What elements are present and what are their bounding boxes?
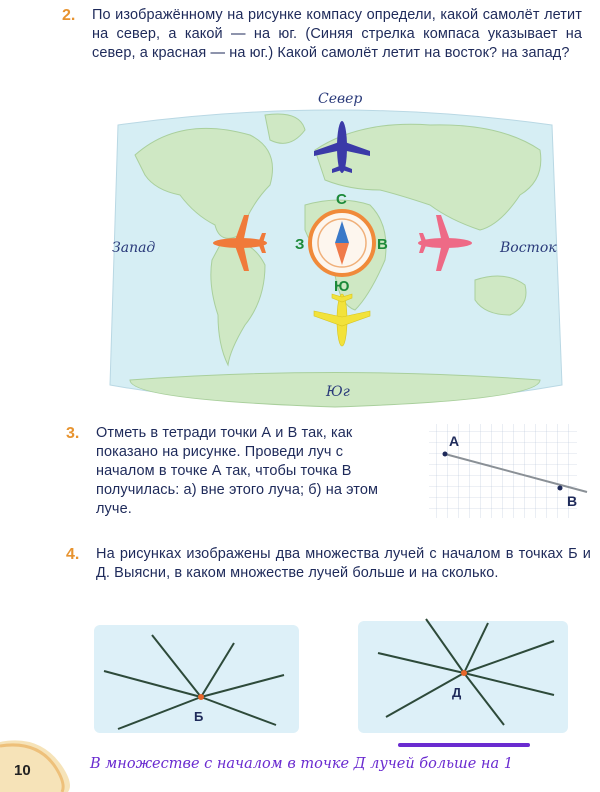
task-3-text: Отметь в тетради точки А и В так, как показано на рисунке. Проведи луч с началом в точке А так, чтобы точка В получилась: а) вне этого луча; б) на этом луче. xyxy=(96,425,379,517)
compass-letter-west: З xyxy=(295,236,305,253)
point-a-label: А xyxy=(449,433,460,449)
label-west: Запад xyxy=(112,240,156,256)
answer-text: В множестве с началом в точке Д лучей больше на 1 xyxy=(90,756,513,772)
page-number-badge xyxy=(0,736,80,792)
ray-set-d xyxy=(358,615,568,733)
compass-letter-north: С xyxy=(336,191,347,208)
label-south: Юг xyxy=(326,384,350,400)
ray-set-d-svg xyxy=(358,615,568,733)
task-2-text: По изображённому на рисунке компасу определи, какой самолёт летит на север, а какой — на юг. (Синяя стрелка компаса указывает на север, а красная — на юг.) Какой самолёт летит на восток? на запад? xyxy=(92,7,582,61)
point-d-center xyxy=(461,670,467,676)
point-b-dot xyxy=(558,486,563,491)
point-d-name: Д xyxy=(452,685,462,700)
task-2-number: 2. xyxy=(62,7,76,24)
grid-svg xyxy=(425,420,590,520)
page-number: 10 xyxy=(14,762,31,779)
point-b-center xyxy=(198,694,204,700)
compass-letter-east: В xyxy=(377,236,388,253)
ray-set-d-bg xyxy=(358,621,568,733)
page-number-shape xyxy=(0,736,80,792)
grid-figure xyxy=(425,420,590,520)
point-b-label: В xyxy=(567,493,578,509)
point-a-dot xyxy=(443,452,448,457)
answer-underline xyxy=(398,743,530,747)
label-north: Север xyxy=(318,91,363,107)
task-4-text: На рисунках изображены два множества лучей с началом в точках Б и Д. Выясни, в каком множестве лучей больше и на сколько. xyxy=(96,546,591,581)
compass-letter-south: Ю xyxy=(334,278,350,295)
compass xyxy=(310,211,374,275)
ray-set-b xyxy=(94,625,299,733)
task-3-number: 3. xyxy=(66,425,80,442)
task-4-number: 4. xyxy=(66,546,80,563)
point-b-name: Б xyxy=(194,709,204,724)
label-east: Восток xyxy=(500,240,557,256)
ray-set-b-svg xyxy=(94,625,299,733)
